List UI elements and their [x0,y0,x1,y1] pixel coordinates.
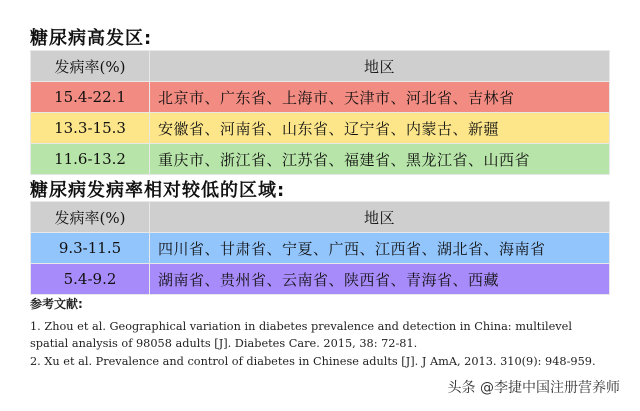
section-title-high: 糖尿病高发区: [30,28,153,49]
table-row [31,144,610,175]
low-prevalence-table [30,201,610,295]
rate-cell: 15.4-22.1 [31,82,150,113]
table-header-row [31,202,610,233]
table-row [31,233,610,264]
rate-cell: 11.6-13.2 [31,144,150,175]
watermark: 头条 @李捷中国注册营养师 [444,375,624,399]
rate-cell: 13.3-15.3 [31,113,150,144]
region-cell: 重庆市、浙江省、江苏省、福建省、黑龙江省、山西省 [150,144,610,175]
region-header: 地区 [150,51,610,82]
rate-header: 发病率(%) [31,51,150,82]
region-header: 地区 [150,202,610,233]
high-prevalence-table [30,50,610,175]
table-row [31,82,610,113]
reference-line: 2. Xu et al. Prevalence and control of diabetes in Chinese adults [J]. J AmA, 2013. 310(9): 948-959. [30,354,596,368]
table-row [31,113,610,144]
references [30,296,620,370]
region-cell: 湖南省、贵州省、云南省、陕西省、青海省、西藏 [150,264,610,295]
section-title-low: 糖尿病发病率相对较低的区域: [30,180,286,201]
region-cell: 安徽省、河南省、山东省、辽宁省、内蒙古、新疆 [150,113,610,144]
rate-header: 发病率(%) [31,202,150,233]
table-row [31,264,610,295]
rate-cell: 9.3-11.5 [31,233,150,264]
references-heading: 参考文献: [30,297,83,311]
reference-line: 1. Zhou et al. Geographical variation in diabetes prevalence and detection in China: multilevel [30,319,572,333]
rate-cell: 5.4-9.2 [31,264,150,295]
region-cell: 北京市、广东省、上海市、天津市、河北省、吉林省 [150,82,610,113]
region-cell: 四川省、甘肃省、宁夏、广西、江西省、湖北省、海南省 [150,233,610,264]
table-header-row [31,51,610,82]
reference-line: spatial analysis of 98058 adults [J]. Diabetes Care. 2015, 38: 72-81. [30,337,418,350]
